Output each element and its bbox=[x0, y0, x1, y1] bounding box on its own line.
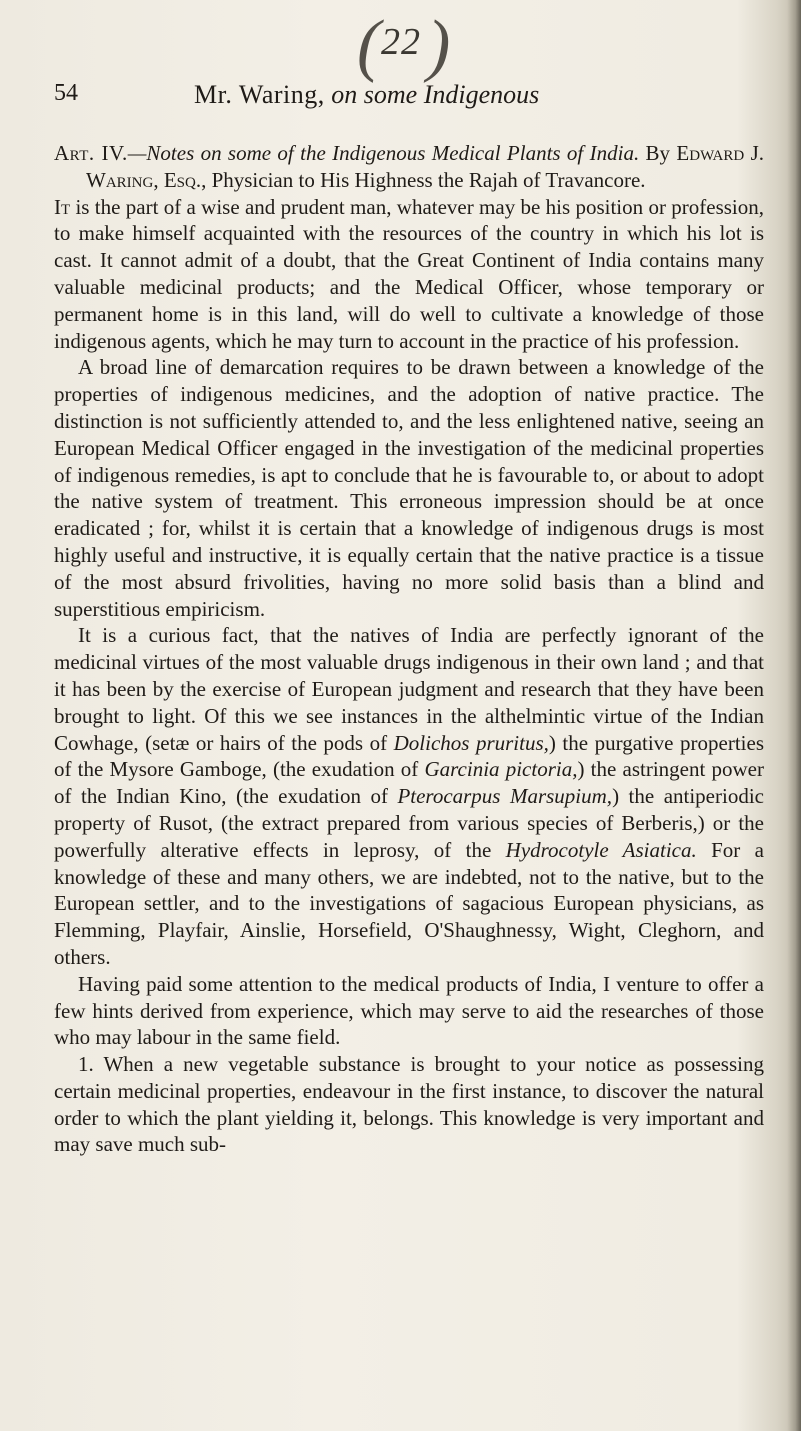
page-edge-shadow bbox=[787, 0, 801, 1431]
article-number: Art. IV. bbox=[54, 141, 128, 165]
species-hydrocotyle: Hydrocotyle Asiatica. bbox=[505, 837, 697, 862]
article-title: —Notes on some of the Indigenous Medical Plants of India. bbox=[127, 141, 640, 165]
paragraph-2: A broad line of demarcation requires to be drawn between a knowledge of the properties of indigenous medicines, and the adoption of native practice. The distinction is not sufficiently attended to, and the less enlightened native, seeing an European Medical Officer engaged in the investigation of the medicinal properties of indigenous remedies, is apt to conclude that he is favourable to, or about to adopt the native system of treatment. This erroneous impression should be at once eradicated ; for, whilst it is certain that a knowledge of indigenous drugs is most highly useful and instructive, it is equally certain that the native practice is a tissue of the most absurd frivolities, having no more solid basis than a blind and superstitious empiricism. bbox=[54, 355, 764, 621]
running-header bbox=[54, 80, 754, 124]
paragraph-3-text-e: For a knowledge of these and many others, we are indebted, not to the native, but to the European settler, and to the investigations of sagacious European physicians, as Flemming, Playfair, Ainslie, Horsefield, O'Shaughnessy, Wight, Cleghorn, and others. bbox=[54, 837, 764, 969]
header-topic: on some Indigenous bbox=[331, 80, 540, 109]
species-garcinia: Garcinia pictoria, bbox=[424, 757, 578, 782]
stamp-number: 22 bbox=[381, 21, 421, 63]
paragraph-1-lead: It bbox=[54, 194, 71, 219]
paragraph-3-text-a: It is a curious fact, that the natives of India are perfectly ignorant of the medicinal virtues of the most valuable drugs indigenous in their own land ; and that it has been by the exercise of European judgment and research that they have been brought to light. Of this we see instances in the althelmintic virtue of the Indian Cowhage, (setæ or hairs of the pods of bbox=[54, 623, 764, 755]
species-pterocarpus: Pterocarpus Marsupium, bbox=[397, 784, 613, 809]
library-stamp bbox=[357, 7, 452, 84]
article-body bbox=[54, 140, 764, 1158]
paragraph-1-text: is the part of a wise and prudent man, whatever may be his position or profession, to make himself acquainted with the resources of the country in which his lot is cast. It cannot admit of a doubt, that the Great Continent of India contains many valuable medicinal products; and the Medical Officer, whose temporary or permanent home is in this land, will do well to cultivate a knowledge of those indigenous agents, which he may turn to account in the practice of his profession. bbox=[54, 194, 764, 353]
paragraph-1 bbox=[54, 194, 764, 355]
paragraph-3-text-b: ) the purgative properties of the Mysore Gamboge, (the exudation of bbox=[54, 730, 764, 782]
stamp-open-bracket: ( bbox=[357, 7, 382, 84]
paragraph-3 bbox=[54, 622, 764, 970]
article-heading bbox=[54, 140, 764, 194]
header-author: Mr. Waring, bbox=[194, 80, 325, 109]
paragraph-3-text-c: ) the astringent power of the Indian Kino, (the exudation of bbox=[54, 757, 764, 809]
running-title bbox=[194, 80, 539, 110]
species-dolichos: Dolichos pruritus, bbox=[393, 730, 549, 755]
byline-suffix: Physician to His Highness the Rajah of Travancore. bbox=[211, 167, 646, 192]
stamp-close-bracket: ) bbox=[427, 7, 452, 84]
byline-name: Edward J. Waring, Esq., bbox=[86, 141, 764, 192]
byline-prefix: By bbox=[645, 141, 671, 165]
page-number: 54 bbox=[54, 80, 78, 106]
paragraph-4: Having paid some attention to the medical products of India, I venture to offer a few hints derived from experience, which may serve to aid the researches of those who may labour in the same field. bbox=[54, 971, 764, 1050]
paragraph-5: 1. When a new vegetable substance is brought to your notice as possessing certain medicinal properties, endeavour in the first instance, to discover the natural order to which the plant yielding it, belongs. This knowledge is very important and may save much sub- bbox=[54, 1052, 764, 1157]
paragraph-3-text-d: ) the antiperiodic property of Rusot, (the extract prepared from various species of Berberis,) or the powerfully alterative effects in leprosy, of the bbox=[54, 784, 764, 862]
